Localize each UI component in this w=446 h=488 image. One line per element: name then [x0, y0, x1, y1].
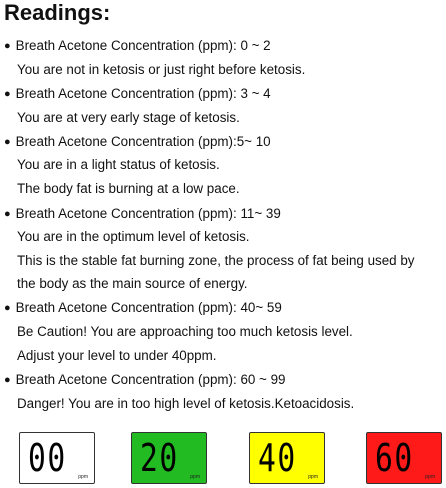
- bullet-icon: ●: [4, 88, 11, 100]
- range-description: The body fat is burning at a low pace.: [17, 181, 240, 196]
- range-description: Adjust your level to under 40ppm.: [17, 348, 217, 363]
- lcd-display-green: [131, 432, 207, 484]
- bullet-icon: ●: [4, 40, 11, 52]
- lcd-unit: ppm: [308, 474, 318, 480]
- lcd-unit: ppm: [190, 474, 200, 480]
- bullet-icon: ●: [4, 374, 11, 386]
- lcd-display-white: [19, 432, 95, 484]
- display-examples: [0, 432, 446, 488]
- range-description: Danger! You are in too high level of ketosis.Ketoacidosis.: [17, 396, 355, 411]
- range-description: This is the stable fat burning zone, the process of fat being used by: [17, 253, 415, 268]
- range-label: ● Breath Acetone Concentration (ppm):5~ 10: [4, 134, 271, 149]
- range-label: ● Breath Acetone Concentration (ppm): 3 ~ 4: [4, 86, 271, 101]
- lcd-display-yellow: [249, 432, 325, 484]
- page-title: Readings:: [4, 0, 111, 25]
- range-description: You are not in ketosis or just right before ketosis.: [17, 62, 306, 77]
- lcd-digits: 00: [28, 436, 67, 480]
- range-label: ● Breath Acetone Concentration (ppm): 40~ 59: [4, 300, 282, 315]
- lcd-digits: 40: [258, 436, 297, 480]
- range-label: ● Breath Acetone Concentration (ppm): 0 ~ 2: [4, 38, 271, 53]
- bullet-icon: ●: [4, 302, 11, 314]
- range-description: You are at very early stage of ketosis.: [17, 110, 240, 125]
- range-description: You are in a light status of ketosis.: [17, 157, 220, 172]
- range-description: Be Caution! You are approaching too much ketosis level.: [17, 324, 353, 339]
- lcd-digits: 60: [375, 436, 414, 480]
- bullet-icon: ●: [4, 136, 11, 148]
- bullet-icon: ●: [4, 208, 11, 220]
- range-description: the body as the main source of energy.: [17, 276, 248, 291]
- range-label: ● Breath Acetone Concentration (ppm): 11~ 39: [4, 206, 281, 221]
- lcd-unit: ppm: [78, 474, 88, 480]
- range-description: You are in the optimum level of ketosis.: [17, 229, 250, 244]
- lcd-digits: 20: [140, 436, 179, 480]
- range-label: ● Breath Acetone Concentration (ppm): 60 ~ 99: [4, 372, 286, 387]
- lcd-unit: ppm: [425, 474, 435, 480]
- lcd-display-red: [366, 432, 442, 484]
